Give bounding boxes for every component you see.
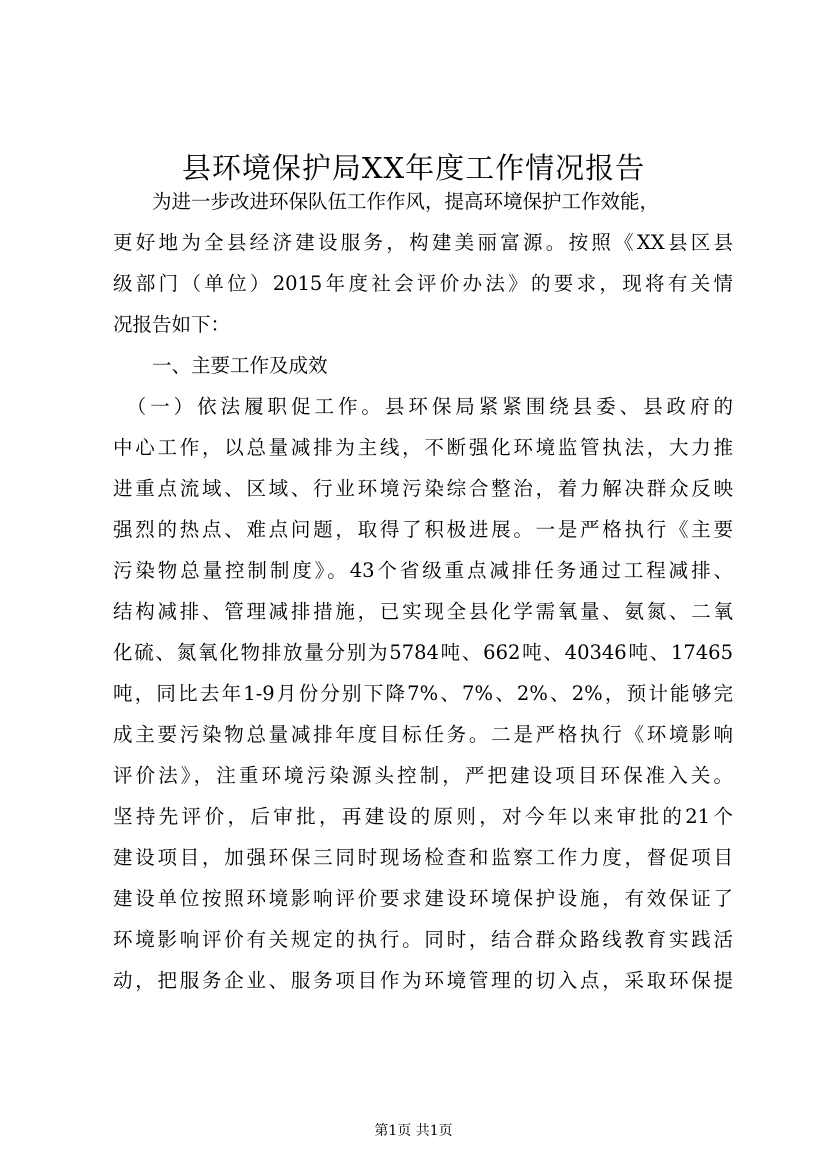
paragraph-line: 中心工作，以总量减排为主线，不断强化环境监管执法，大力推 xyxy=(113,436,733,459)
paragraph-line: 为进一步改进环保队伍工作作风，提高环境保护工作效能， xyxy=(113,190,660,213)
section-heading: 一、主要工作及成效 xyxy=(113,354,328,377)
paragraph-line: 级部门（单位）2015年度社会评价办法》的要求，现将有关情 xyxy=(113,272,733,295)
paragraph-line: 建设项目，加强环保三同时现场检查和监察工作力度，督促项目 xyxy=(113,846,733,869)
paragraph-line: 环境影响评价有关规定的执行。同时，结合群众路线教育实践活 xyxy=(113,928,733,951)
paragraph-line: 强烈的热点、难点问题，取得了积极进展。一是严格执行《主要 xyxy=(113,518,733,541)
paragraph-line: 动，把服务企业、服务项目作为环境管理的切入点，采取环保提 xyxy=(113,969,733,992)
paragraph-line: 化硫、氮氧化物排放量分别为5784吨、662吨、40346吨、17465 xyxy=(113,641,733,664)
paragraph-line: 污染物总量控制制度》。43个省级重点减排任务通过工程减排、 xyxy=(113,559,733,582)
document-title: 县环境保护局XX年度工作情况报告 xyxy=(181,151,646,185)
paragraph-line: 进重点流域、区域、行业环境污染综合整治，着力解决群众反映 xyxy=(113,477,733,500)
paragraph-line: 结构减排、管理减排措施，已实现全县化学需氧量、氨氮、二氧 xyxy=(113,600,733,623)
paragraph-line: 建设单位按照环境影响评价要求建设环境保护设施，有效保证了 xyxy=(113,887,733,910)
paragraph-line: 更好地为全县经济建设服务，构建美丽富源。按照《XX县区县 xyxy=(113,231,733,254)
paragraph-line: 坚持先评价，后审批，再建设的原则，对今年以来审批的21个 xyxy=(113,805,733,828)
paragraph-line: 况报告如下： xyxy=(113,313,231,336)
page-footer: 第1页 共1页 xyxy=(374,1123,453,1139)
paragraph-line: 成主要污染物总量减排年度目标任务。二是严格执行《环境影响 xyxy=(113,723,733,746)
paragraph-line: 评价法》，注重环境污染源头控制，严把建设项目环保准入关。 xyxy=(113,764,733,787)
paragraph-line: 吨，同比去年1-9月份分别下降7%、7%、2%、2%，预计能够完 xyxy=(113,682,733,705)
paragraph-line: （一）依法履职促工作。县环保局紧紧围绕县委、县政府的 xyxy=(113,395,733,418)
